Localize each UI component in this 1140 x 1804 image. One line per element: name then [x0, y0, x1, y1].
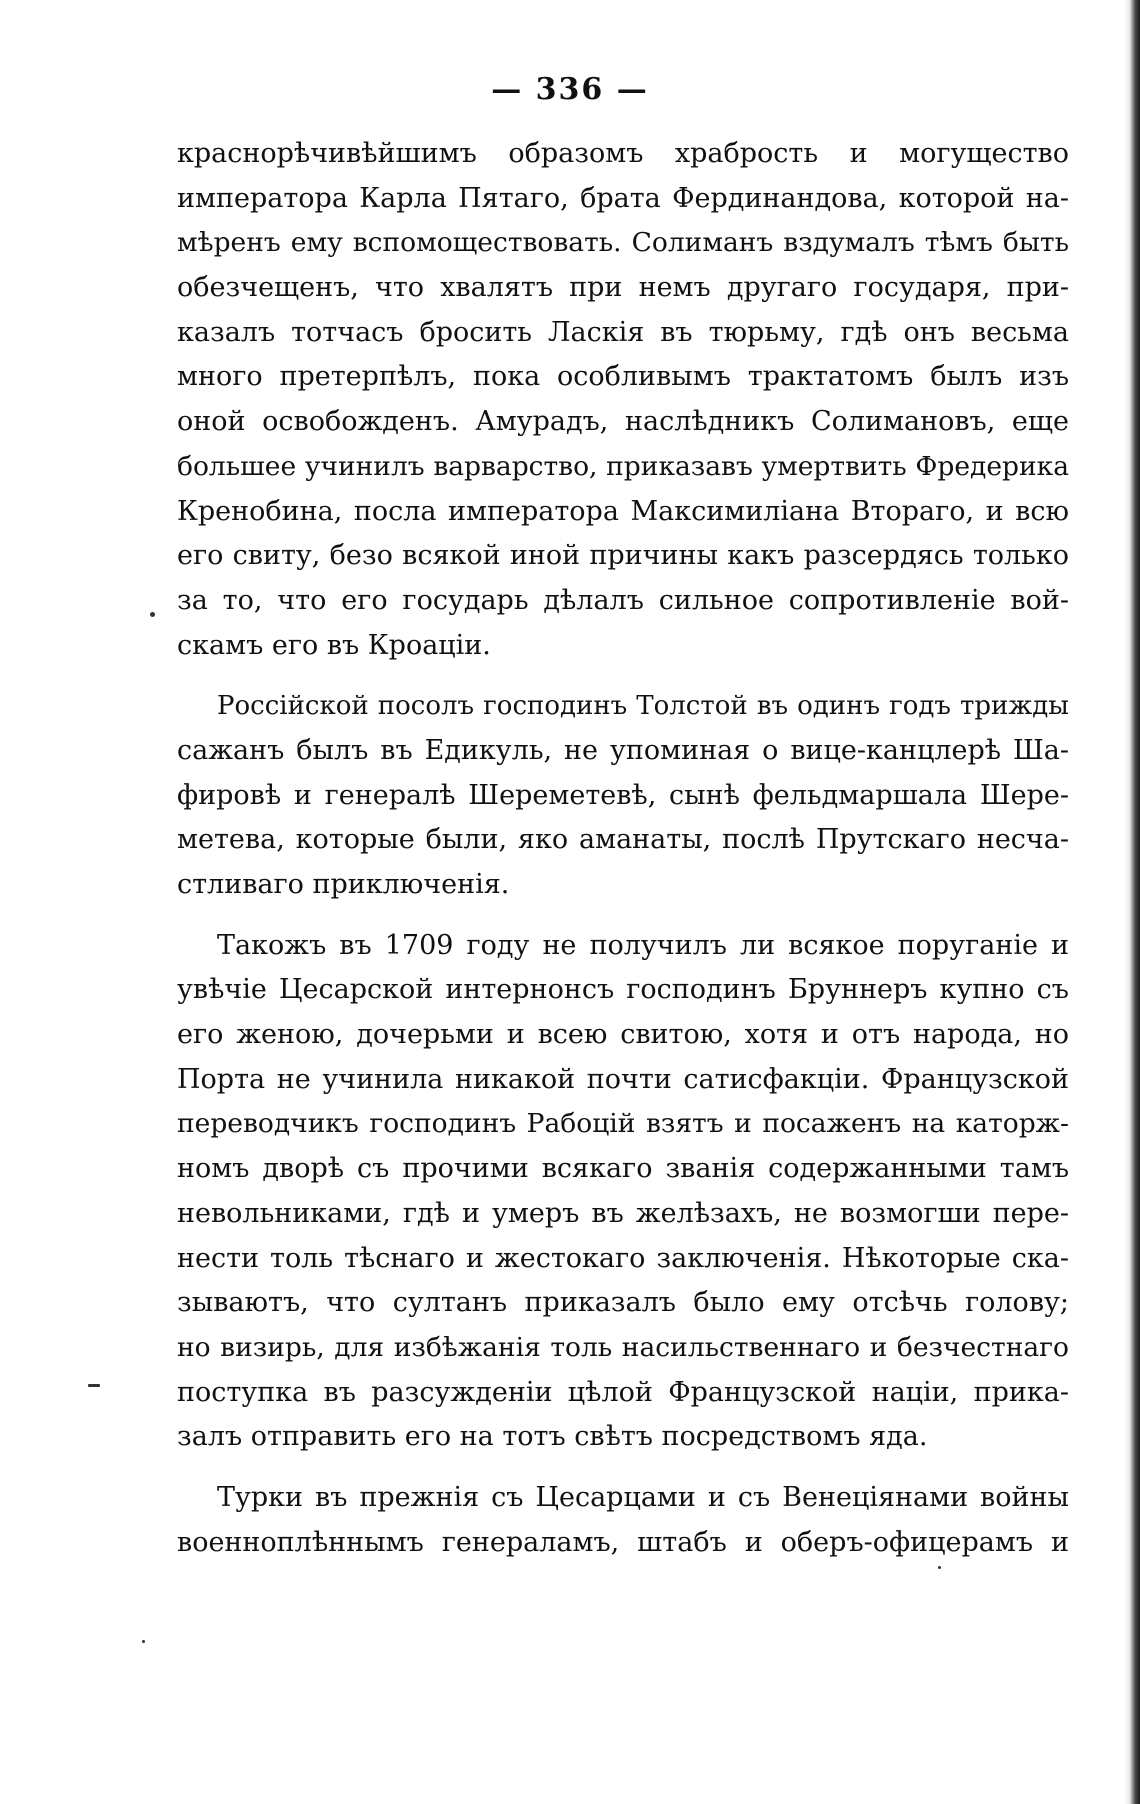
- text-line: переводчикъ господинъ Рабоцій взятъ и посаженъ на каторж-: [177, 1108, 1069, 1140]
- scan-speck: [150, 612, 155, 617]
- text-line: мѣренъ ему вспомоществовать. Солиманъ вздумалъ тѣмъ быть: [177, 227, 1069, 259]
- text-line: большее учинилъ варварство, приказавъ умертвить Фредерика: [177, 450, 1069, 482]
- text-line: его женою, дочерьми и всею свитою, хотя и отъ народа, но: [177, 1019, 1069, 1051]
- paragraph-gap: [177, 1460, 1069, 1476]
- text-line: оной освобожденъ. Амурадъ, наслѣдникъ Солимановъ, еще: [177, 406, 1069, 438]
- paragraph-4: [177, 1476, 1069, 1565]
- paragraph-1: [177, 132, 1069, 668]
- text-line: сажанъ былъ въ Едикуль, не упоминая о вице-канцлерѣ Ша-: [177, 734, 1069, 766]
- text-line: за то, что его государь дѣлалъ сильное сопротивленіе вой-: [177, 584, 1069, 616]
- text-line: краснорѣчивѣйшимъ образомъ храбрость и могущество: [177, 138, 1069, 169]
- text-line: Такожъ въ 1709 году не получилъ ли всякое поруганіе и: [217, 929, 1069, 961]
- paragraph-2: [177, 684, 1069, 907]
- paragraph-3: [177, 924, 1069, 1460]
- text-line: залъ отправить его на тотъ свѣтъ посредствомъ яда.: [177, 1421, 928, 1453]
- text-line: но визирь, для избѣжанія толь насильственнаго и безчестнаго: [177, 1331, 1069, 1363]
- text-line: казалъ тотчасъ бросить Ласкія въ тюрьму, гдѣ онъ весьма: [177, 316, 1069, 348]
- text-line: военноплѣннымъ генераламъ, штабъ и оберъ-офицерамъ и: [177, 1526, 1069, 1558]
- text-line: поступка въ разсужденіи цѣлой Французской націи, прика-: [177, 1376, 1069, 1408]
- text-line: фировѣ и генералѣ Шереметевѣ, сынѣ фельдмаршала Шере-: [177, 779, 1069, 811]
- text-line: Кренобина, посла императора Максимиліана Втораго, и всю: [177, 495, 1069, 527]
- body-text: [177, 132, 1069, 1565]
- text-line: Турки въ прежнія съ Цесарцами и съ Венеціянами войны: [217, 1481, 1069, 1513]
- scan-speck: [938, 1566, 941, 1569]
- scan-speck: [88, 1384, 100, 1387]
- text-line: скамъ его въ Кроаціи.: [177, 629, 491, 661]
- text-line: Порта не учинила никакой почти сатисфакціи. Французской: [177, 1063, 1069, 1095]
- paragraph-gap: [177, 668, 1069, 684]
- page-number: — 336 —: [491, 72, 649, 107]
- text-line: его свиту, безо всякой иной причины какъ разсердясь только: [177, 540, 1069, 572]
- text-line: императора Карла Пятаго, брата Фердинандова, которой на-: [177, 182, 1069, 214]
- text-line: номъ дворѣ съ прочими всякаго званія содержанными тамъ: [177, 1153, 1069, 1185]
- text-line: стливаго приключенія.: [177, 869, 510, 900]
- text-line: увѣчіе Цесарской интернонсъ господинъ Бруннеръ купно съ: [177, 974, 1069, 1006]
- text-line: Россійской посолъ господинъ Толстой въ одинъ годъ трижды: [217, 691, 1069, 722]
- text-line: невольниками, гдѣ и умеръ въ желѣзахъ, не возмогши пере-: [177, 1197, 1069, 1229]
- scan-speck: [142, 1640, 145, 1643]
- text-line: обезчещенъ, что хвалятъ при немъ другаго государя, при-: [177, 272, 1069, 304]
- page-edge-shadow: [1124, 0, 1140, 1804]
- text-line: много претерпѣлъ, пока особливымъ трактатомъ былъ изъ: [177, 361, 1069, 393]
- text-line: нести толь тѣснаго и жестокаго заключенія. Нѣкоторые ска-: [177, 1242, 1069, 1274]
- paragraph-gap: [177, 908, 1069, 924]
- text-line: метева, которые были, яко аманаты, послѣ Прутскаго несча-: [177, 824, 1069, 856]
- text-line: зываютъ, что султанъ приказалъ было ему отсѣчь голову;: [177, 1287, 1069, 1319]
